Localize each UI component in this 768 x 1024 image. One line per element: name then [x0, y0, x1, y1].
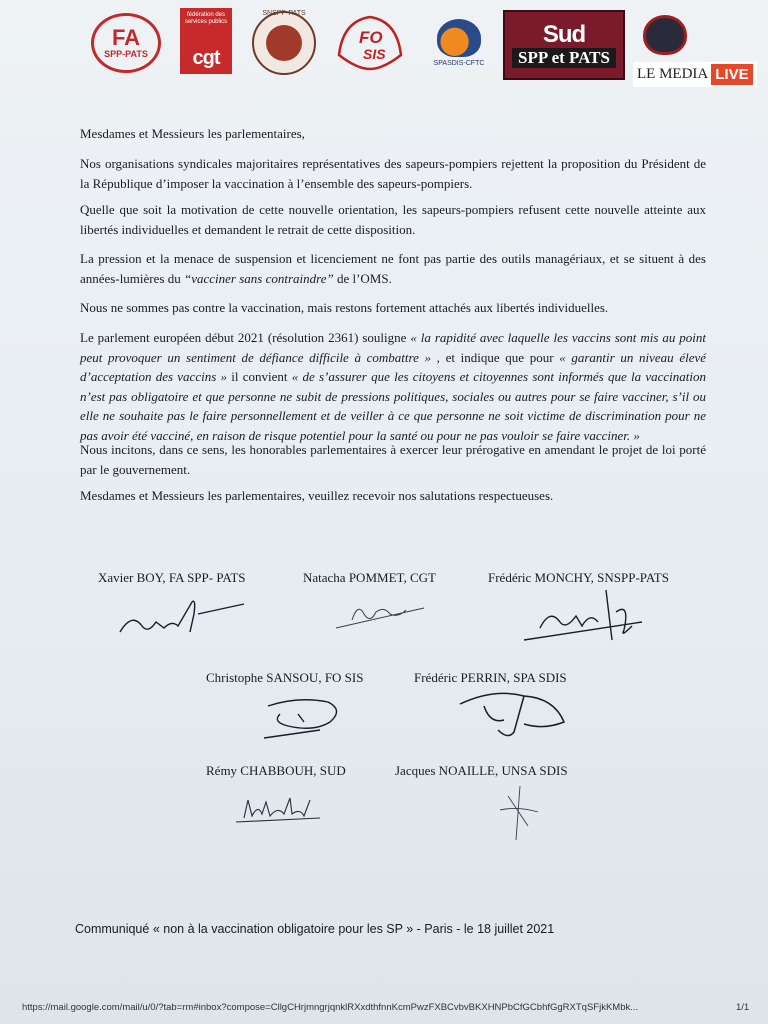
paragraph-3-text-b: de l’OMS.: [333, 270, 392, 286]
paragraph-5-text-c: il convient: [227, 369, 292, 384]
fa-logo-text: FA: [111, 25, 141, 50]
paragraph-3-text-a: La pression et la menace de suspension et licenciement ne font pas partie des outils managériaux, et se situent à des années-lumières du: [80, 251, 706, 286]
fa-logo-subtext: SPP-PATS: [104, 49, 148, 59]
paragraph-2: Quelle que soit la motivation de cette nouvelle orientation, les sapeurs-pompiers refusent cette nouvelle atteinte aux libertés individuelles et demandent le retrait de cette disposition.: [80, 202, 706, 237]
resolution-quote-3: « de s’assurer que les citoyens et citoyennes sont informés que la vaccination n’est pas obligatoire et que personne ne subit de pressions politiques, sociales ou autres pour se faire vacciner, s’il ou elle ne souhaite pas le faire personnellement et de veiller à ce que personne ne soit victime de discrimination pour ne pas avoir été vacciné, en raison de risque potentiel pour la santé ou pour ne pas vouloir se faire vacciner. »: [80, 369, 706, 443]
spasdis-flame-icon: [437, 19, 481, 57]
snspp-logo-label: SNSPP-PATS: [262, 10, 306, 17]
signatory-name: Jacques NOAILLE, UNSA SDIS: [395, 763, 568, 778]
letter-salutation: Mesdames et Messieurs les parlementaires,: [80, 126, 305, 141]
signature-monchy: [520, 582, 650, 648]
unsa-sdis-logo: [636, 10, 694, 60]
communique-footer: Communiqué « non à la vaccination obligatoire pour les SP » - Paris - le 18 juillet 2021: [75, 922, 555, 936]
resolution-quote-2: « garantir un niveau élevé d’acceptation des vaccins »: [80, 349, 707, 384]
le-media-live-watermark: [633, 62, 757, 87]
signature-chabbouh: [230, 790, 330, 832]
fo-sis-helmet-icon: [333, 11, 407, 75]
signature-noaille: [494, 782, 544, 844]
paragraph-3: [80, 249, 706, 288]
signatory-name: Frédéric PERRIN, SPA SDIS: [414, 670, 567, 685]
fo-logo-line1: FO: [359, 28, 383, 47]
cgt-logo-text: cgt: [192, 47, 220, 69]
sud-logo: [503, 10, 625, 80]
shield-icon: [643, 15, 687, 55]
signatory-name: Frédéric MONCHY, SNSPP-PATS: [488, 570, 669, 585]
paragraph-4: Nous ne sommes pas contre la vaccination, mais restons fortement attachés aux libertés individuelles.: [80, 300, 609, 315]
page-number: 1/1: [736, 1002, 750, 1013]
signatory-name: Rémy CHABBOUH, SUD: [206, 763, 346, 778]
paragraph-6: Nous incitons, dans ce sens, les honorables parlementaires à exercer leur prérogative en amendant le projet de loi porté par le gouvernement.: [80, 442, 706, 477]
signature-perrin: [454, 684, 570, 744]
paragraph-5: [80, 328, 706, 445]
signatory-name: Natacha POMMET, CGT: [303, 570, 436, 585]
watermark-live-badge: LIVE: [711, 64, 752, 85]
fa-spp-pats-logo: [90, 8, 162, 78]
sud-logo-line2: SPP et PATS: [512, 48, 616, 68]
letter-closing: Mesdames et Messieurs les parlementaires, veuillez recevoir nos salutations respectueuses.: [80, 488, 554, 503]
signatory-name: Christophe SANSOU, FO SIS: [206, 670, 364, 685]
who-quote: “vacciner sans contraindre”: [183, 270, 334, 286]
print-url: https://mail.google.com/mail/u/0/?tab=rm#inbox?compose=CllgCHrjmngrjqnklRXxdthfnnKcmPwzFXBCvbvBKXHNPbCfGCbhfGgRXTqSFjkKMbk...: [22, 1002, 639, 1013]
sud-logo-line1: Sud: [542, 21, 586, 48]
signatory-name: Xavier BOY, FA SPP- PATS: [98, 570, 246, 585]
spasdis-logo-label: SPASDIS-CFTC: [433, 60, 485, 67]
paragraph-5-text-a: Le parlement européen début 2021 (résolution 2361) souligne: [80, 330, 411, 345]
watermark-brand: LE MEDIA: [637, 66, 709, 82]
snspp-emblem-icon: [266, 25, 302, 61]
fo-sis-logo: [330, 8, 410, 78]
signature-boy: [112, 592, 252, 642]
signature-sansou: [258, 692, 348, 748]
cgt-logo: [180, 8, 232, 74]
signature-pommet: [332, 594, 432, 634]
resolution-quote-1: « la rapidité avec laquelle les vaccins sont mis au point peut provoquer un sentiment de défiance difficile à combattre »: [80, 330, 706, 365]
paragraph-1: Nos organisations syndicales majoritaires représentatives des sapeurs-pompiers rejettent la proposition du Président de la République d’imposer la vaccination à l’ensemble des sapeurs-pompiers.: [80, 156, 706, 191]
spasdis-cftc-logo: [422, 8, 496, 78]
cgt-logo-small: fédération des services publics: [184, 12, 228, 25]
snspp-pats-logo: [252, 8, 316, 78]
paragraph-5-text-b: , et indique que pour: [431, 349, 560, 365]
fo-logo-line2: SIS: [363, 46, 386, 62]
